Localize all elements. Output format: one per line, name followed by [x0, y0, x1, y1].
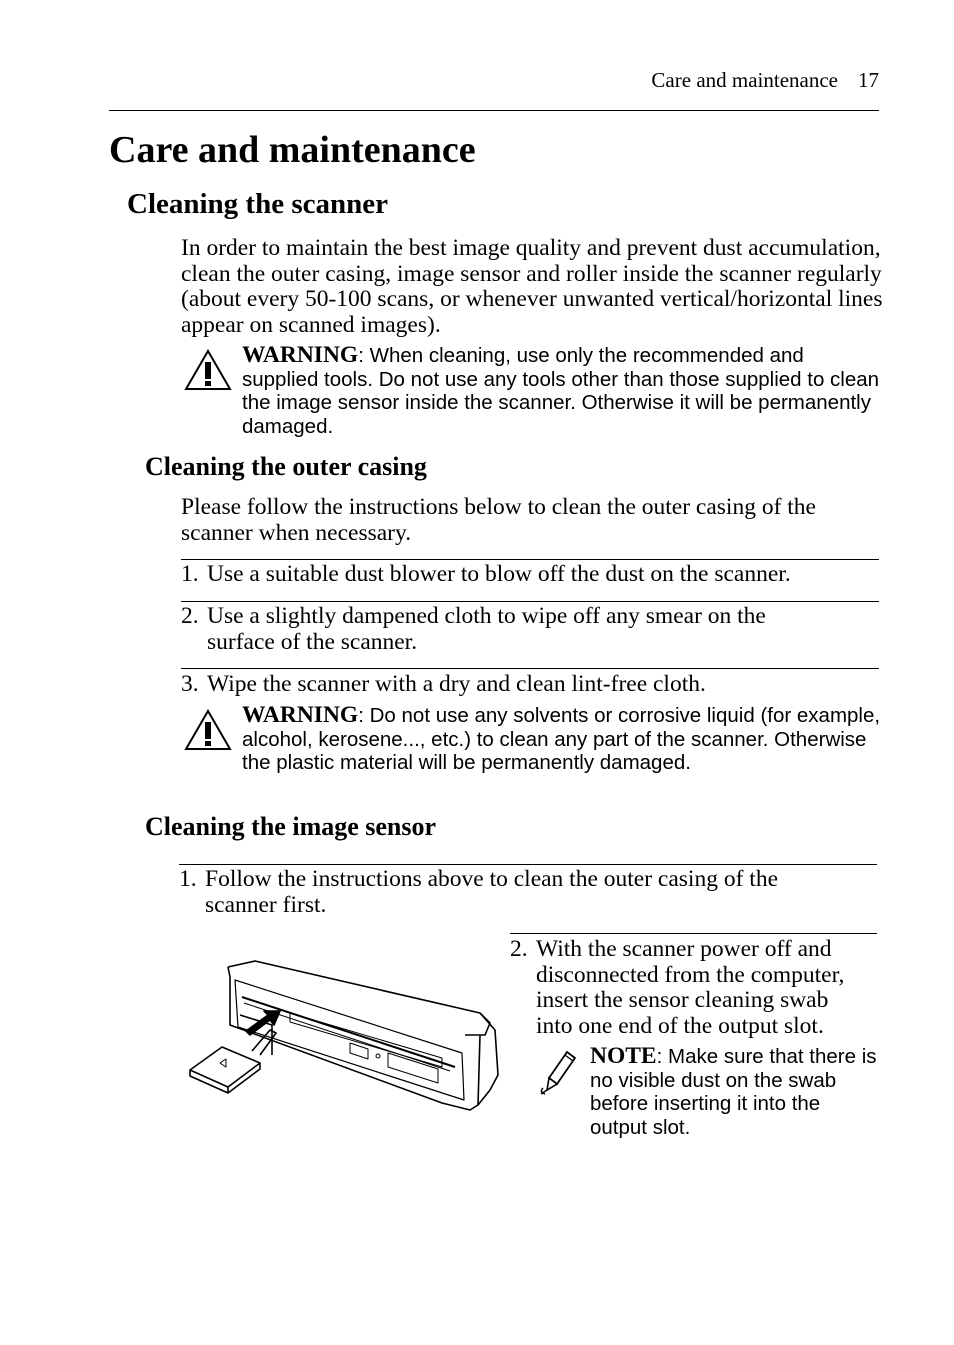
section-heading-image-sensor: Cleaning the image sensor	[145, 812, 437, 841]
scanner-with-cleaning-swab-illustration	[180, 955, 505, 1125]
step-rule	[179, 864, 877, 865]
sensor-step-2	[510, 937, 880, 1039]
outer-step-2	[181, 604, 881, 655]
warning-note-tools	[242, 344, 882, 438]
warning-triangle-icon	[184, 708, 232, 752]
step-text: Use a slightly dampened cloth to wipe off any smear on the	[207, 603, 766, 629]
sensor-step-1	[179, 867, 879, 918]
step-text: With the scanner power off and	[536, 936, 832, 962]
step-text-continued: scanner first.	[205, 891, 327, 918]
step-number: 2.	[181, 603, 199, 629]
warning-note-solvents	[242, 704, 882, 775]
page-number: 17	[858, 68, 879, 92]
step-number: 1.	[181, 561, 199, 587]
step-text: Use a suitable dust blower to blow off the dust on the scanner.	[207, 561, 791, 587]
outer-step-1	[181, 562, 881, 588]
note-label: NOTE	[590, 1043, 657, 1069]
warning-text: : Do not use any solvents or corrosive liquid (for example, alcohol, kerosene..., etc.) to clean any part of the scanner. Otherwise the plastic material will be permanently damaged.	[242, 704, 881, 774]
step-rule	[181, 668, 879, 669]
step-text-continued: into one end of the output slot.	[536, 1012, 824, 1039]
step-rule	[510, 933, 877, 934]
warning-text: : When cleaning, use only the recommended and supplied tools. Do not use any tools other than those supplied to clean the image sensor inside the scanner. Otherwise it will be permanently damaged.	[242, 344, 880, 438]
step-number: 3.	[181, 671, 199, 697]
step-text: Wipe the scanner with a dry and clean lint-free cloth.	[207, 671, 706, 697]
step-rule	[181, 601, 879, 602]
header-rule	[109, 110, 879, 111]
outer-casing-intro: Please follow the instructions below to clean the outer casing of the scanner when necessary.	[181, 494, 816, 546]
step-text-continued: surface of the scanner.	[207, 628, 418, 655]
step-number: 2.	[510, 936, 528, 962]
note-text: : Make sure that there is no visible dust on the swab before inserting it into the output slot.	[590, 1045, 877, 1139]
warning-label: WARNING	[242, 702, 359, 728]
warning-label: WARNING	[242, 342, 359, 368]
section-heading-cleaning-scanner: Cleaning the scanner	[127, 188, 388, 220]
intro-paragraph: In order to maintain the best image quality and prevent dust accumulation, clean the outer casing, image sensor and roller inside the scanner regularly (about every 50-100 scans, or whenever unwanted vertical/horizontal lines appear on scanned images).	[181, 235, 883, 338]
section-heading-outer-casing: Cleaning the outer casing	[145, 452, 427, 481]
outer-step-3	[181, 672, 881, 698]
pencil-note-icon	[537, 1048, 579, 1096]
warning-triangle-icon	[184, 348, 232, 392]
step-text-continued: insert the sensor cleaning swab	[536, 987, 829, 1013]
note-dust-swab	[590, 1045, 880, 1139]
step-number: 1.	[179, 866, 197, 892]
running-header	[651, 68, 879, 93]
step-text: Follow the instructions above to clean the outer casing of the	[205, 866, 778, 892]
step-text-continued: disconnected from the computer,	[536, 961, 845, 988]
page-title: Care and maintenance	[109, 129, 476, 171]
step-rule	[181, 559, 879, 560]
running-title: Care and maintenance	[651, 68, 838, 92]
